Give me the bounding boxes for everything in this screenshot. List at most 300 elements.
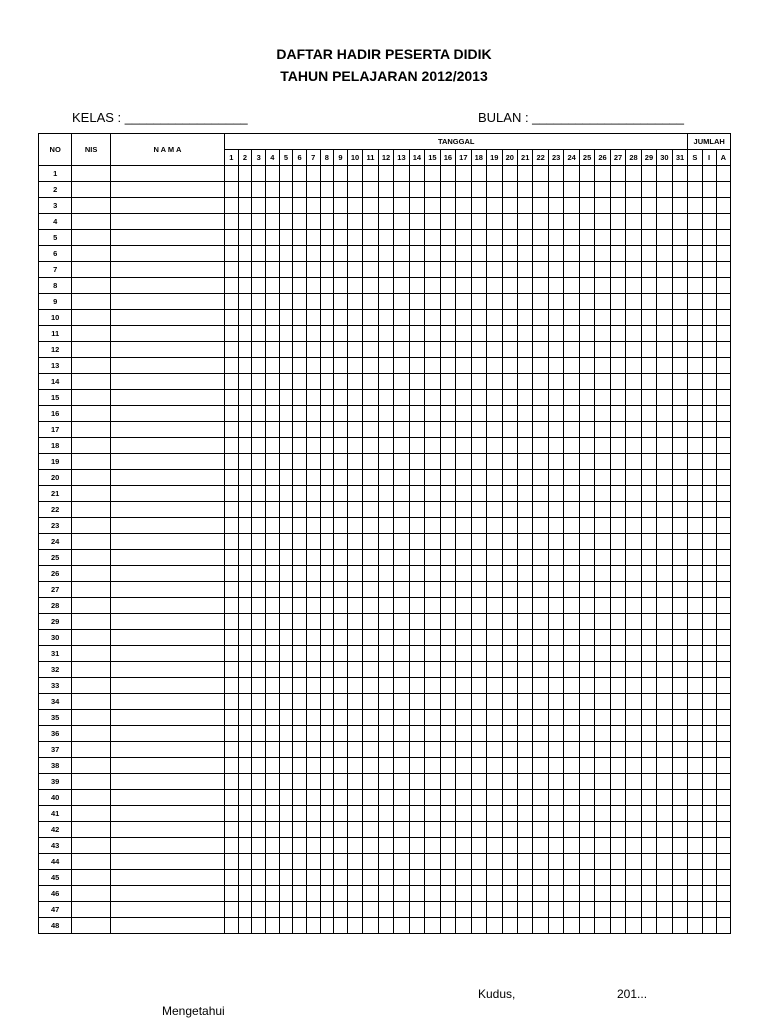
attendance-cell <box>334 566 348 582</box>
attendance-cell <box>471 646 486 662</box>
jumlah-cell <box>716 502 730 518</box>
nama-cell <box>110 870 224 886</box>
attendance-cell <box>610 486 625 502</box>
attendance-cell <box>394 166 409 182</box>
attendance-cell <box>533 454 548 470</box>
attendance-cell <box>394 246 409 262</box>
jumlah-cell <box>702 742 716 758</box>
nis-cell <box>72 502 110 518</box>
attendance-cell <box>293 566 307 582</box>
attendance-cell <box>502 262 517 278</box>
jumlah-cell <box>716 310 730 326</box>
attendance-cell <box>579 326 594 342</box>
attendance-cell <box>363 886 378 902</box>
jumlah-cell <box>716 518 730 534</box>
attendance-cell <box>502 342 517 358</box>
attendance-cell <box>657 790 672 806</box>
attendance-cell <box>265 406 279 422</box>
attendance-cell <box>306 806 320 822</box>
attendance-cell <box>517 582 532 598</box>
attendance-cell <box>548 854 563 870</box>
attendance-cell <box>252 342 266 358</box>
attendance-cell <box>363 678 378 694</box>
attendance-cell <box>363 486 378 502</box>
attendance-cell <box>626 918 641 934</box>
attendance-cell <box>548 262 563 278</box>
attendance-cell <box>626 454 641 470</box>
attendance-cell <box>564 486 579 502</box>
attendance-cell <box>265 358 279 374</box>
jumlah-cell <box>716 438 730 454</box>
attendance-cell <box>293 198 307 214</box>
attendance-cell <box>265 374 279 390</box>
attendance-cell <box>238 646 252 662</box>
attendance-cell <box>502 486 517 502</box>
row-number: 27 <box>39 582 72 598</box>
attendance-cell <box>306 390 320 406</box>
row-number: 18 <box>39 438 72 454</box>
attendance-cell <box>626 822 641 838</box>
attendance-cell <box>306 854 320 870</box>
row-number: 19 <box>39 454 72 470</box>
attendance-cell <box>502 662 517 678</box>
attendance-cell <box>306 598 320 614</box>
attendance-cell <box>265 198 279 214</box>
attendance-cell <box>657 662 672 678</box>
jumlah-cell <box>688 710 702 726</box>
attendance-cell <box>334 758 348 774</box>
attendance-cell <box>363 502 378 518</box>
jumlah-cell <box>688 182 702 198</box>
attendance-cell <box>595 246 610 262</box>
jumlah-cell <box>702 726 716 742</box>
row-number: 36 <box>39 726 72 742</box>
attendance-cell <box>440 422 455 438</box>
attendance-cell <box>487 566 502 582</box>
attendance-cell <box>279 518 293 534</box>
attendance-cell <box>533 710 548 726</box>
attendance-cell <box>564 774 579 790</box>
attendance-cell <box>579 742 594 758</box>
jumlah-cell <box>688 582 702 598</box>
attendance-cell <box>425 438 440 454</box>
attendance-cell <box>225 166 239 182</box>
table-row <box>39 790 731 806</box>
attendance-cell <box>641 294 656 310</box>
attendance-cell <box>320 182 334 198</box>
attendance-cell <box>347 822 362 838</box>
attendance-cell <box>440 534 455 550</box>
attendance-cell <box>252 470 266 486</box>
attendance-cell <box>394 454 409 470</box>
attendance-cell <box>279 374 293 390</box>
attendance-cell <box>657 342 672 358</box>
attendance-cell <box>626 278 641 294</box>
attendance-cell <box>409 246 424 262</box>
attendance-cell <box>533 486 548 502</box>
attendance-cell <box>610 246 625 262</box>
attendance-cell <box>487 198 502 214</box>
row-number: 16 <box>39 406 72 422</box>
attendance-cell <box>641 486 656 502</box>
attendance-cell <box>657 838 672 854</box>
attendance-cell <box>378 406 393 422</box>
attendance-cell <box>265 390 279 406</box>
attendance-cell <box>394 678 409 694</box>
attendance-cell <box>363 534 378 550</box>
attendance-cell <box>533 438 548 454</box>
attendance-cell <box>456 902 471 918</box>
attendance-cell <box>394 518 409 534</box>
nis-cell <box>72 630 110 646</box>
attendance-cell <box>425 742 440 758</box>
row-number: 5 <box>39 230 72 246</box>
jumlah-cell <box>716 662 730 678</box>
attendance-cell <box>610 886 625 902</box>
attendance-cell <box>533 502 548 518</box>
attendance-cell <box>238 230 252 246</box>
attendance-cell <box>533 582 548 598</box>
attendance-cell <box>471 918 486 934</box>
attendance-cell <box>394 726 409 742</box>
attendance-cell <box>517 182 532 198</box>
attendance-cell <box>657 854 672 870</box>
attendance-cell <box>533 870 548 886</box>
attendance-cell <box>279 774 293 790</box>
attendance-cell <box>517 230 532 246</box>
attendance-cell <box>579 342 594 358</box>
attendance-cell <box>641 918 656 934</box>
attendance-cell <box>252 294 266 310</box>
attendance-cell <box>378 694 393 710</box>
attendance-cell <box>265 582 279 598</box>
attendance-cell <box>378 294 393 310</box>
attendance-cell <box>347 614 362 630</box>
attendance-cell <box>440 630 455 646</box>
row-number: 2 <box>39 182 72 198</box>
attendance-cell <box>279 310 293 326</box>
attendance-cell <box>252 182 266 198</box>
attendance-cell <box>564 246 579 262</box>
attendance-cell <box>363 182 378 198</box>
attendance-cell <box>425 470 440 486</box>
attendance-cell <box>440 566 455 582</box>
attendance-cell <box>378 342 393 358</box>
attendance-cell <box>579 198 594 214</box>
attendance-cell <box>279 326 293 342</box>
day-header: 18 <box>471 150 486 166</box>
attendance-cell <box>456 518 471 534</box>
attendance-cell <box>579 630 594 646</box>
attendance-cell <box>517 390 532 406</box>
attendance-cell <box>265 678 279 694</box>
attendance-cell <box>394 694 409 710</box>
nis-cell <box>72 422 110 438</box>
attendance-cell <box>548 230 563 246</box>
attendance-cell <box>265 646 279 662</box>
attendance-cell <box>672 454 688 470</box>
attendance-cell <box>579 806 594 822</box>
attendance-cell <box>657 262 672 278</box>
attendance-cell <box>320 790 334 806</box>
attendance-cell <box>252 822 266 838</box>
jumlah-cell <box>702 454 716 470</box>
attendance-cell <box>440 342 455 358</box>
attendance-cell <box>595 902 610 918</box>
attendance-cell <box>641 870 656 886</box>
attendance-cell <box>440 918 455 934</box>
attendance-cell <box>225 726 239 742</box>
nama-cell <box>110 598 224 614</box>
nis-cell <box>72 726 110 742</box>
day-header: 26 <box>595 150 610 166</box>
attendance-cell <box>238 886 252 902</box>
nis-cell <box>72 230 110 246</box>
attendance-cell <box>641 710 656 726</box>
attendance-cell <box>564 390 579 406</box>
attendance-cell <box>409 502 424 518</box>
row-number: 34 <box>39 694 72 710</box>
attendance-cell <box>252 886 266 902</box>
attendance-cell <box>657 678 672 694</box>
attendance-cell <box>320 326 334 342</box>
attendance-cell <box>334 790 348 806</box>
attendance-cell <box>610 198 625 214</box>
attendance-cell <box>548 518 563 534</box>
jumlah-cell <box>716 326 730 342</box>
attendance-cell <box>394 278 409 294</box>
attendance-cell <box>363 758 378 774</box>
attendance-cell <box>279 902 293 918</box>
attendance-cell <box>564 742 579 758</box>
attendance-cell <box>579 518 594 534</box>
attendance-cell <box>564 230 579 246</box>
table-row <box>39 678 731 694</box>
attendance-cell <box>378 806 393 822</box>
attendance-cell <box>320 566 334 582</box>
attendance-cell <box>548 182 563 198</box>
attendance-cell <box>517 742 532 758</box>
attendance-cell <box>394 662 409 678</box>
attendance-cell <box>409 358 424 374</box>
attendance-cell <box>279 598 293 614</box>
attendance-cell <box>672 598 688 614</box>
attendance-cell <box>579 822 594 838</box>
attendance-cell <box>533 214 548 230</box>
table-row <box>39 278 731 294</box>
attendance-cell <box>533 790 548 806</box>
attendance-cell <box>502 630 517 646</box>
attendance-cell <box>672 294 688 310</box>
attendance-cell <box>548 726 563 742</box>
attendance-cell <box>363 198 378 214</box>
attendance-cell <box>306 710 320 726</box>
attendance-cell <box>641 166 656 182</box>
attendance-cell <box>487 454 502 470</box>
attendance-cell <box>487 310 502 326</box>
attendance-cell <box>409 566 424 582</box>
jumlah-cell <box>702 374 716 390</box>
attendance-cell <box>306 534 320 550</box>
attendance-cell <box>440 662 455 678</box>
jumlah-cell <box>688 358 702 374</box>
jumlah-cell <box>688 886 702 902</box>
nama-cell <box>110 342 224 358</box>
attendance-cell <box>548 502 563 518</box>
attendance-cell <box>595 918 610 934</box>
jumlah-cell <box>702 422 716 438</box>
attendance-cell <box>252 406 266 422</box>
attendance-cell <box>564 838 579 854</box>
attendance-cell <box>225 230 239 246</box>
attendance-cell <box>456 630 471 646</box>
attendance-cell <box>533 822 548 838</box>
jumlah-cell <box>702 486 716 502</box>
attendance-cell <box>517 630 532 646</box>
jumlah-cell <box>688 678 702 694</box>
attendance-cell <box>409 598 424 614</box>
attendance-cell <box>334 406 348 422</box>
attendance-cell <box>626 374 641 390</box>
jumlah-cell <box>716 726 730 742</box>
table-row <box>39 454 731 470</box>
nama-cell <box>110 406 224 422</box>
nama-cell <box>110 678 224 694</box>
nis-cell <box>72 838 110 854</box>
attendance-cell <box>293 726 307 742</box>
attendance-cell <box>471 742 486 758</box>
attendance-cell <box>610 662 625 678</box>
attendance-cell <box>265 726 279 742</box>
attendance-cell <box>334 902 348 918</box>
table-row <box>39 486 731 502</box>
jumlah-cell <box>716 406 730 422</box>
attendance-cell <box>363 854 378 870</box>
nama-cell <box>110 918 224 934</box>
attendance-cell <box>610 182 625 198</box>
attendance-cell <box>320 822 334 838</box>
nama-cell <box>110 534 224 550</box>
jumlah-cell <box>702 166 716 182</box>
attendance-cell <box>293 390 307 406</box>
attendance-cell <box>579 710 594 726</box>
attendance-cell <box>409 182 424 198</box>
attendance-cell <box>641 646 656 662</box>
attendance-cell <box>672 614 688 630</box>
nis-cell <box>72 678 110 694</box>
table-row <box>39 214 731 230</box>
attendance-cell <box>502 550 517 566</box>
attendance-cell <box>641 374 656 390</box>
jumlah-cell <box>702 806 716 822</box>
attendance-cell <box>320 902 334 918</box>
attendance-cell <box>626 886 641 902</box>
jumlah-cell <box>716 278 730 294</box>
attendance-cell <box>306 470 320 486</box>
attendance-cell <box>517 470 532 486</box>
attendance-cell <box>363 774 378 790</box>
attendance-cell <box>564 438 579 454</box>
jumlah-cell <box>702 630 716 646</box>
attendance-cell <box>252 806 266 822</box>
attendance-cell <box>533 294 548 310</box>
attendance-cell <box>347 806 362 822</box>
attendance-cell <box>487 790 502 806</box>
attendance-cell <box>487 694 502 710</box>
attendance-cell <box>334 422 348 438</box>
table-row <box>39 342 731 358</box>
attendance-cell <box>471 582 486 598</box>
jumlah-cell <box>702 518 716 534</box>
attendance-cell <box>293 742 307 758</box>
attendance-cell <box>548 342 563 358</box>
jumlah-cell <box>688 502 702 518</box>
attendance-cell <box>252 598 266 614</box>
attendance-cell <box>425 806 440 822</box>
attendance-cell <box>320 358 334 374</box>
attendance-cell <box>225 694 239 710</box>
attendance-cell <box>456 358 471 374</box>
table-row <box>39 518 731 534</box>
attendance-cell <box>363 358 378 374</box>
nama-cell <box>110 630 224 646</box>
attendance-cell <box>517 598 532 614</box>
attendance-cell <box>533 374 548 390</box>
attendance-cell <box>471 710 486 726</box>
attendance-cell <box>394 710 409 726</box>
attendance-cell <box>320 918 334 934</box>
attendance-cell <box>306 662 320 678</box>
attendance-cell <box>320 774 334 790</box>
attendance-cell <box>548 374 563 390</box>
nama-cell <box>110 198 224 214</box>
attendance-cell <box>265 230 279 246</box>
attendance-cell <box>363 342 378 358</box>
attendance-cell <box>548 454 563 470</box>
attendance-cell <box>471 726 486 742</box>
attendance-cell <box>564 182 579 198</box>
attendance-cell <box>440 758 455 774</box>
attendance-cell <box>456 406 471 422</box>
attendance-cell <box>641 886 656 902</box>
attendance-cell <box>579 454 594 470</box>
attendance-cell <box>440 502 455 518</box>
attendance-cell <box>471 342 486 358</box>
attendance-cell <box>252 662 266 678</box>
attendance-cell <box>440 182 455 198</box>
jumlah-cell <box>688 406 702 422</box>
attendance-cell <box>347 486 362 502</box>
attendance-cell <box>238 390 252 406</box>
attendance-cell <box>657 358 672 374</box>
attendance-cell <box>456 854 471 870</box>
attendance-cell <box>672 198 688 214</box>
attendance-cell <box>293 310 307 326</box>
attendance-cell <box>595 790 610 806</box>
attendance-cell <box>564 758 579 774</box>
attendance-cell <box>363 390 378 406</box>
attendance-cell <box>363 406 378 422</box>
attendance-cell <box>394 502 409 518</box>
attendance-cell <box>409 758 424 774</box>
attendance-cell <box>378 310 393 326</box>
attendance-cell <box>440 710 455 726</box>
attendance-cell <box>595 726 610 742</box>
attendance-cell <box>471 758 486 774</box>
attendance-cell <box>626 758 641 774</box>
jumlah-cell <box>716 246 730 262</box>
attendance-cell <box>626 870 641 886</box>
